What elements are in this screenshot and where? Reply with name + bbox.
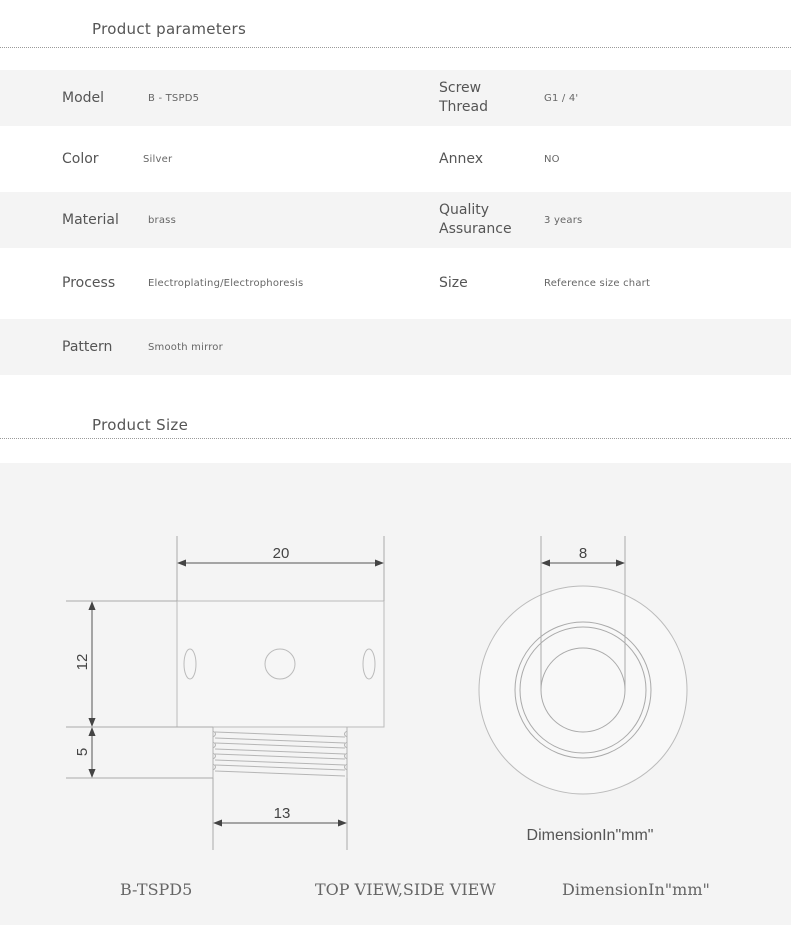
warranty-value: 3 years (544, 214, 583, 226)
material-value: brass (148, 214, 177, 226)
parameters-divider (0, 47, 791, 48)
pattern-label: Pattern (62, 338, 113, 355)
param-row-material (0, 192, 791, 248)
views-caption: TOP VIEW,SIDE VIEW (315, 880, 496, 899)
width-dimension-label: 20 (272, 545, 290, 562)
thread-value: G1 / 4' (544, 92, 579, 104)
thread-length-dimension-label: 5 (74, 747, 91, 757)
outer-ring (479, 586, 687, 794)
param-row-process (0, 248, 791, 319)
fitting-body (177, 601, 384, 727)
unit-caption: DimensionIn"mm" (562, 880, 710, 899)
thread-diameter-dimension-label: 13 (273, 805, 291, 822)
thread-section (213, 727, 347, 778)
size-title: Product Size (92, 416, 189, 434)
pattern-value: Smooth mirror (148, 341, 223, 353)
inner-dimension-label: 8 (578, 545, 588, 562)
model-value: B - TSPD5 (148, 92, 200, 104)
height-dimension-label: 12 (74, 653, 91, 671)
process-label: Process (62, 275, 116, 291)
material-label: Material (62, 211, 119, 228)
color-value: Silver (143, 153, 173, 165)
annex-label: Annex (439, 150, 483, 167)
annex-value: NO (544, 153, 560, 165)
model-label: Model (62, 89, 105, 106)
dimension-drawing (0, 463, 791, 925)
side-view (66, 536, 384, 850)
drawing-panel (0, 463, 791, 925)
thread-label: Screw Thread (439, 80, 488, 115)
parameters-title: Product parameters (92, 20, 247, 38)
model-caption: B-TSPD5 (120, 880, 193, 899)
color-label: Color (62, 150, 99, 167)
size-label: Size (439, 275, 468, 291)
size-divider (0, 438, 791, 439)
size-value: Reference size chart (544, 278, 651, 289)
param-row-pattern (0, 319, 791, 375)
param-row-model (0, 70, 791, 126)
process-value: Electroplating/Electrophoresis (148, 278, 304, 289)
top-view (479, 536, 687, 794)
unit-note: DimensionIn"mm" (526, 827, 654, 844)
param-row-color (0, 126, 791, 192)
warranty-label: Quality Assurance (439, 202, 512, 237)
